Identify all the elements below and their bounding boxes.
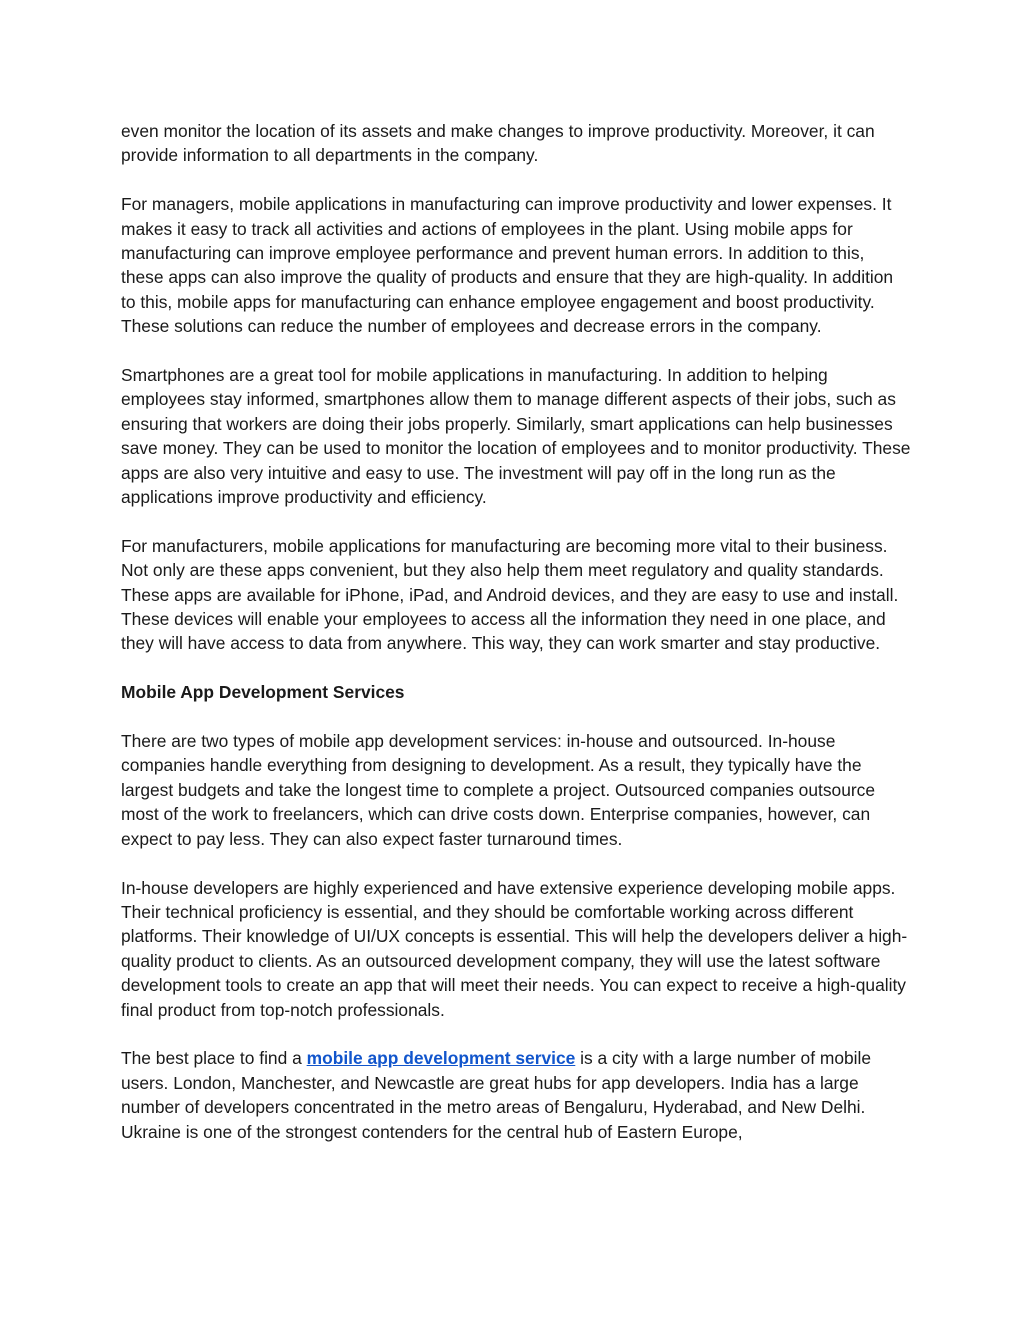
- text-before-link: The best place to find a: [121, 1048, 307, 1069]
- document-page: [121, 119, 911, 1168]
- text-after-link: is a city with a large number of mobile users. London, Manchester, and Newcastle are great hubs for app developers. India has a large number of developers concentrated in the metro areas of Bengaluru, Hyderabad, and New Delhi. Ukraine is one of the strongest contenders for the central hub of Eastern Europe,: [121, 1048, 872, 1142]
- paragraph-best-place: [121, 1046, 911, 1144]
- paragraph-assets-monitoring: even monitor the location of its assets and make changes to improve productivity. Moreover, it can provide information to all departments in the company.: [121, 121, 875, 166]
- mobile-app-development-service-link[interactable]: mobile app development service: [306, 1048, 576, 1069]
- paragraph-smartphones: Smartphones are a great tool for mobile applications in manufacturing. In addition to helping employees stay informed, smartphones allow them to manage different aspects of their jobs, such as ensuring that workers are doing their jobs properly. Similarly, smart applications can help businesses save money. They can be used to monitor the location of employees and to monitor productivity. These apps are also very intuitive and easy to use. The investment will pay off in the long run as the applications improve productivity and efficiency.: [121, 365, 911, 508]
- paragraph-managers: For managers, mobile applications in manufacturing can improve productivity and lower expenses. It makes it easy to track all activities and actions of employees in the plant. Using mobile apps for manufacturing can improve employee performance and prevent human errors. In addition to this, these apps can also improve the quality of products and ensure that they are high-quality. In addition to this, mobile apps for manufacturing can enhance employee engagement and boost productivity. These solutions can reduce the number of employees and decrease errors in the company.: [121, 194, 894, 337]
- paragraph-in-house-developers: In-house developers are highly experienced and have extensive experience developing mobile apps. Their technical proficiency is essential, and they should be comfortable working across different platforms. Their knowledge of UI/UX concepts is essential. This will help the developers deliver a high-quality product to clients. As an outsourced development company, they will use the latest software development tools to create an app that will meet their needs. You can expect to receive a high-quality final product from top-notch professionals.: [121, 877, 908, 1020]
- paragraph-manufacturers: For manufacturers, mobile applications for manufacturing are becoming more vital to their business. Not only are these apps convenient, but they also help them meet regulatory and quality standards. These apps are available for iPhone, iPad, and Android devices, and they are easy to use and install. These devices will enable your employees to access all the information they need in one place, and they will have access to data from anywhere. This way, they can work smarter and stay productive.: [121, 535, 899, 654]
- section-heading: Mobile App Development Services: [121, 682, 405, 703]
- paragraph-service-types: There are two types of mobile app development services: in-house and outsourced. In-house companies handle everything from designing to development. As a result, they typically have the largest budgets and take the longest time to complete a project. Outsourced companies outsource most of the work to freelancers, which can drive costs down. Enterprise companies, however, can expect to pay less. They can also expect faster turnaround times.: [121, 731, 876, 849]
